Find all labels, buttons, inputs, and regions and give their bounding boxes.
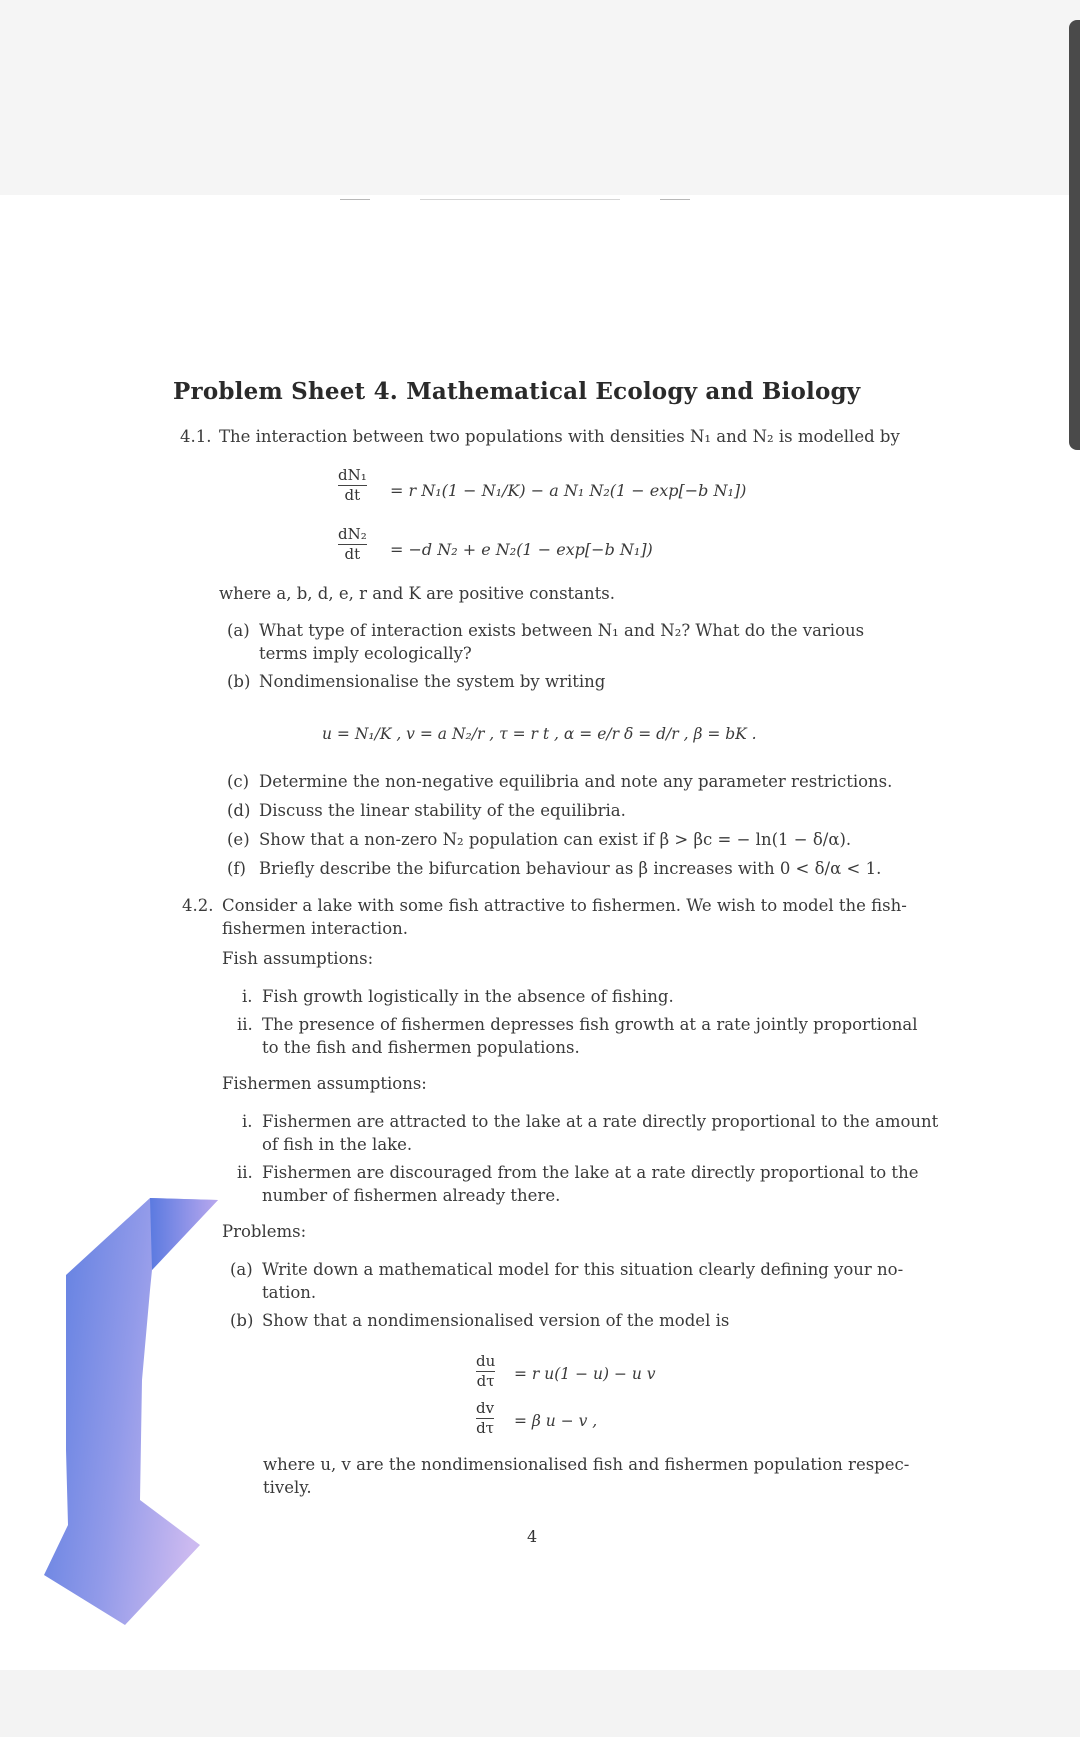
lhs-denominator: dτ: [476, 1419, 494, 1437]
item-text: Fishermen are discouraged from the lake at a rate directly proportional to the: [262, 1163, 919, 1182]
lhs-numerator: dN₂: [338, 525, 367, 543]
lhs-fraction: [476, 1352, 495, 1391]
item-text: Show that a non-zero N₂ population can exist if β > βc = − ln(1 − δ/α).: [259, 830, 852, 849]
item-text: Determine the non-negative equilibria and note any parameter restrictions.: [259, 772, 893, 791]
lhs-denominator: dt: [344, 545, 361, 563]
closing-text: tively.: [263, 1478, 312, 1497]
section-heading: Problems:: [222, 1222, 307, 1241]
equation-1: [338, 466, 367, 505]
item-text: number of fishermen already there.: [262, 1186, 561, 1205]
item-text: Fish growth logistically in the absence of fishing.: [262, 987, 674, 1006]
constants-note: where a, b, d, e, r and K are positive constants.: [219, 584, 615, 603]
problem-number: 4.2.: [182, 896, 214, 915]
bottom-background: [0, 1670, 1080, 1737]
top-background: [0, 0, 1080, 195]
item-text: Nondimensionalise the system by writing: [259, 672, 606, 691]
item-text: of fish in the lake.: [262, 1135, 413, 1154]
scan-artifact: [420, 199, 620, 200]
item-text: Fishermen are attracted to the lake at a rate directly proportional to the amount: [262, 1112, 939, 1131]
item-text: Discuss the linear stability of the equilibria.: [259, 801, 626, 820]
lhs-fraction: [338, 525, 367, 564]
item-label: ii.: [237, 1163, 253, 1182]
equation-1-rhs: = r N₁(1 − N₁/K) − a N₁ N₂(1 − exp[−b N₁]): [390, 481, 747, 500]
item-label: i.: [242, 1112, 253, 1131]
problem-intro: fishermen interaction.: [222, 919, 409, 938]
item-text: tation.: [262, 1283, 317, 1302]
model-equation-2: [476, 1399, 494, 1438]
model-equation-2-rhs: = β u − v ,: [514, 1412, 598, 1430]
item-text: Show that a nondimensionalised version of the model is: [262, 1311, 730, 1330]
lhs-fraction: [476, 1399, 494, 1438]
scan-artifact: [340, 199, 370, 200]
item-label: i.: [242, 987, 253, 1006]
section-heading: Fish assumptions:: [222, 949, 374, 968]
item-label: (b): [230, 1311, 254, 1330]
item-label: ii.: [237, 1015, 253, 1034]
scalings-equation: u = N₁/K , v = a N₂/r , τ = r t , α = e/r δ = d/r , β = bK .: [322, 725, 757, 743]
item-label: (d): [227, 801, 251, 820]
equation-2: [338, 525, 367, 564]
item-text: to the fish and fishermen populations.: [262, 1038, 580, 1057]
lhs-numerator: du: [476, 1352, 496, 1370]
lhs-denominator: dt: [344, 486, 361, 504]
page-number: 4: [527, 1527, 538, 1546]
item-label: (e): [227, 830, 250, 849]
item-label: (c): [227, 772, 250, 791]
item-label: (a): [230, 1260, 253, 1279]
lhs-numerator: dN₁: [338, 466, 367, 484]
model-equation-1: [476, 1352, 495, 1391]
scrollbar[interactable]: [1069, 20, 1080, 450]
problem-intro: Consider a lake with some fish attractive to fishermen. We wish to model the fish-: [222, 896, 907, 915]
item-text: terms imply ecologically?: [259, 644, 472, 663]
scan-artifact: [660, 199, 690, 200]
item-text: The presence of fishermen depresses fish growth at a rate jointly proportional: [262, 1015, 918, 1034]
document-page: [0, 195, 1080, 1670]
model-equation-1-rhs: = r u(1 − u) − u v: [514, 1365, 656, 1383]
item-label: (a): [227, 621, 250, 640]
item-text: Briefly describe the bifurcation behaviour as β increases with 0 < δ/α < 1.: [259, 859, 882, 878]
problem-number: 4.1.: [180, 427, 212, 446]
lhs-denominator: dτ: [476, 1372, 495, 1390]
lhs-fraction: [338, 466, 367, 505]
item-label: (b): [227, 672, 251, 691]
closing-text: where u, v are the nondimensionalised fish and fishermen population respec-: [263, 1455, 910, 1474]
item-text: Write down a mathematical model for this situation clearly defining your no-: [262, 1260, 904, 1279]
item-text: What type of interaction exists between N₁ and N₂? What do the various: [259, 621, 865, 640]
problem-intro: The interaction between two populations with densities N₁ and N₂ is modelled by: [219, 427, 900, 446]
equation-2-rhs: = −d N₂ + e N₂(1 − exp[−b N₁]): [390, 540, 653, 559]
section-heading: Fishermen assumptions:: [222, 1074, 427, 1093]
lhs-numerator: dv: [476, 1399, 495, 1417]
item-label: (f): [227, 859, 246, 878]
page-title: Problem Sheet 4. Mathematical Ecology and Biology: [173, 378, 861, 405]
